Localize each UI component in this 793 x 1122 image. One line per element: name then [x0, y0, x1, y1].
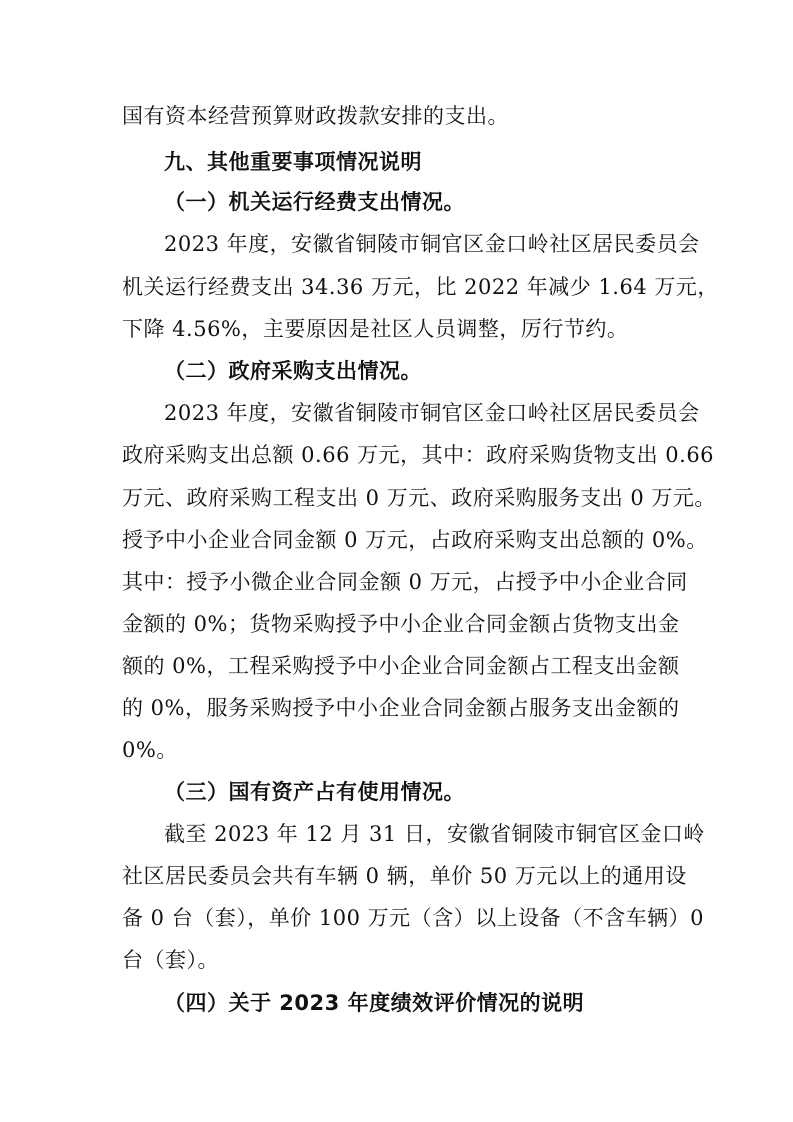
paragraph-line: 额的 0%，工程采购授予中小企业合同金额占工程支出金额: [122, 654, 680, 678]
subsection-heading-1: （一）机关运行经费支出情况。: [164, 190, 465, 214]
text-line-continuation: 国有资本经营预算财政拨款安排的支出。: [122, 104, 509, 128]
paragraph-line: 的 0%，服务采购授予中小企业合同金额占服务支出金额的: [122, 696, 680, 720]
paragraph-line: 金额的 0%；货物采购授予中小企业合同金额占货物支出金: [122, 612, 680, 636]
paragraph-line: 0%。: [122, 738, 178, 762]
paragraph-line: 社区居民委员会共有车辆 0 辆，单价 50 万元以上的通用设: [122, 864, 687, 888]
subsection-heading-2: （二）政府采购支出情况。: [164, 359, 422, 383]
paragraph-line: 2023 年度，安徽省铜陵市铜官区金口岭社区居民委员会: [164, 401, 700, 425]
paragraph-line: 下降 4.56%，主要原因是社区人员调整，厉行节约。: [122, 317, 629, 341]
section-heading-9: 九、其他重要事项情况说明: [164, 150, 422, 174]
paragraph-line: 截至 2023 年 12 月 31 日，安徽省铜陵市铜官区金口岭: [164, 822, 705, 846]
subsection-heading-4: （四）关于 2023 年度绩效评价情况的说明: [164, 991, 585, 1015]
subsection-heading-3: （三）国有资产占有使用情况。: [164, 780, 465, 804]
paragraph-line: 授予中小企业合同金额 0 万元，占政府采购支出总额的 0%。: [122, 528, 708, 552]
paragraph-line: 政府采购支出总额 0.66 万元，其中：政府采购货物支出 0.66: [122, 443, 715, 467]
paragraph-line: 机关运行经费支出 34.36 万元，比 2022 年减少 1.64 万元，: [122, 275, 719, 299]
paragraph-line: 万元、政府采购工程支出 0 万元、政府采购服务支出 0 万元。: [122, 486, 716, 510]
paragraph-line: 2023 年度，安徽省铜陵市铜官区金口岭社区居民委员会: [164, 232, 700, 256]
paragraph-line: 备 0 台（套），单价 100 万元（含）以上设备（不含车辆）0: [122, 906, 705, 930]
paragraph-line: 台（套）。: [122, 948, 219, 972]
paragraph-line: 其中：授予小微企业合同金额 0 万元，占授予中小企业合同: [122, 570, 688, 594]
